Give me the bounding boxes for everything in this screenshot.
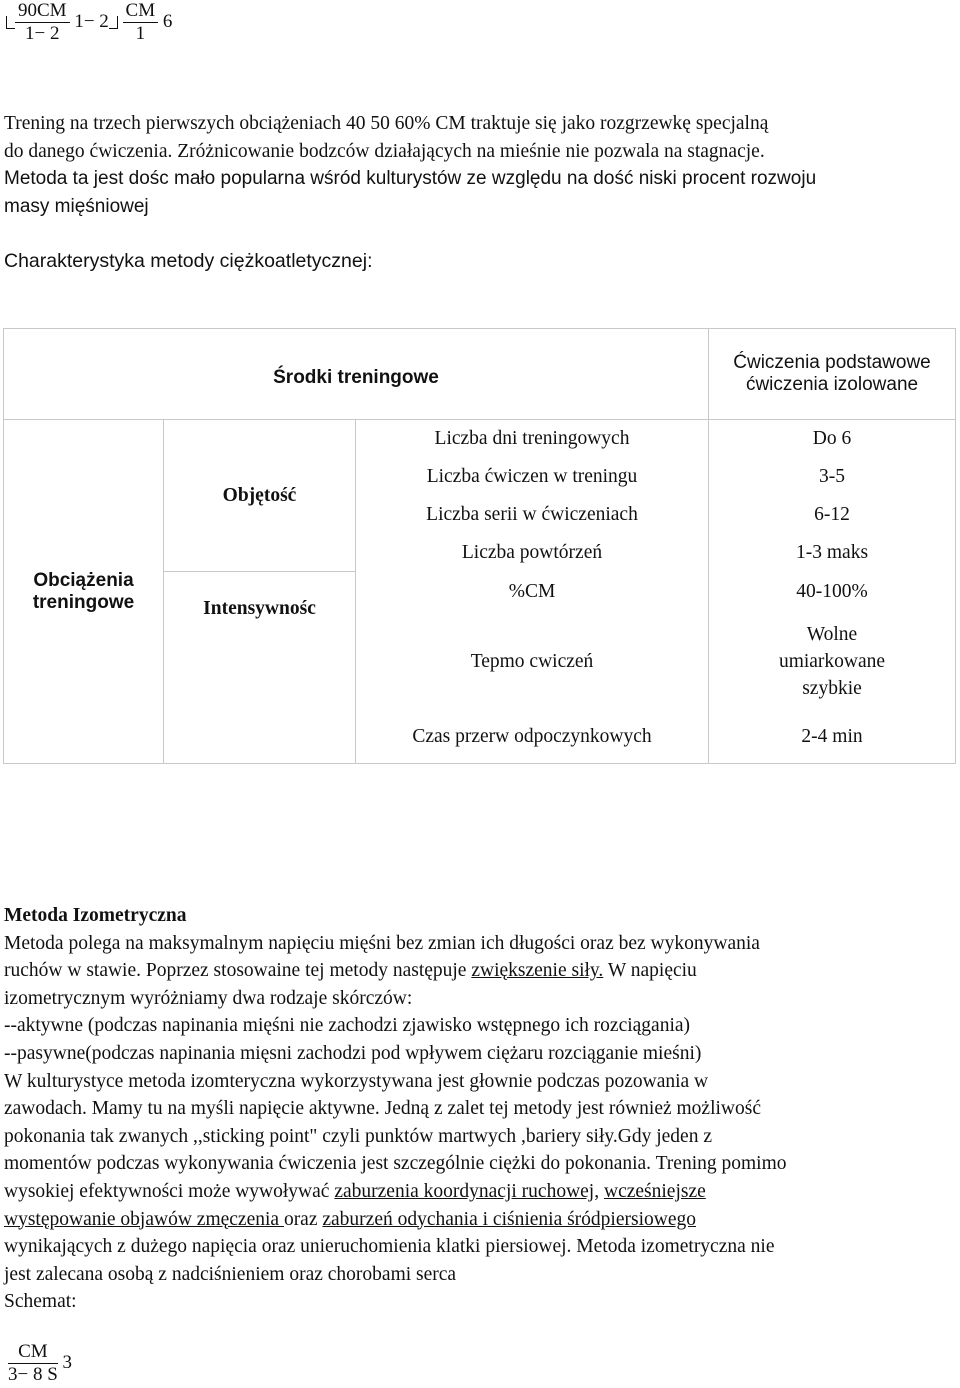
intensity-label: Intensywnośc xyxy=(203,598,316,619)
formula-middle: 1− 2 xyxy=(74,10,109,32)
formula-trailing: 6 xyxy=(162,10,173,32)
bottom-fraction xyxy=(8,1341,58,1386)
isometric-line-13: jest zalecana osobą z nadciśnieniem oraz chorobami serca xyxy=(4,1263,457,1285)
volume-cell xyxy=(164,420,356,572)
value-label: 1-3 maks xyxy=(796,541,869,563)
isometric-section xyxy=(4,902,958,1316)
param-label: Liczba serii w ćwiczeniach xyxy=(426,503,638,525)
isometric-line-11-underlined-1: występowanie objawów zmęczenia xyxy=(4,1208,284,1230)
table-row-value xyxy=(709,712,956,764)
isometric-line-10a: wysokiej efektywności może wywoływać xyxy=(4,1180,335,1202)
bottom-formula-trailing: 3 xyxy=(62,1351,73,1373)
characteristics-table xyxy=(3,328,956,764)
value-label: Do 6 xyxy=(812,427,852,449)
header-exercises-line-1: Ćwiczenia podstawowe xyxy=(733,352,931,373)
popularity-line-2: masy mięśniowej xyxy=(4,195,149,217)
bottom-fraction-numerator: CM xyxy=(8,1341,58,1364)
isometric-line-3: izometrycznym wyróżniamy dwa rodzaje skórczów: xyxy=(4,987,413,1009)
isometric-line-12: wynikających z dużego napięcia oraz unieruchomienia klatki piersiowej. Metoda izometryczna nie xyxy=(4,1236,775,1258)
volume-label: Objętość xyxy=(222,484,297,506)
bottom-fraction-denominator: 3− 8 S xyxy=(8,1364,58,1385)
isometric-line-2-underlined: zwiększenie siły. xyxy=(471,960,604,982)
isometric-line-6: W kulturystyce metoda izomteryczna wykorzystywana jest głownie podczas pozowania w xyxy=(4,1070,709,1092)
fraction-1-denominator: 1− 2 xyxy=(25,23,60,44)
intro-paragraph xyxy=(4,110,958,165)
value-label-line-3: szybkie xyxy=(802,678,862,699)
table-row-param xyxy=(356,572,709,612)
table-row-param xyxy=(356,458,709,496)
fraction-2 xyxy=(123,0,159,45)
bracket-left-decoration xyxy=(6,16,15,29)
table-row-param xyxy=(356,496,709,534)
isometric-line-10-underlined-1: zaburzenia koordynacji ruchowej xyxy=(334,1180,595,1202)
fraction-1 xyxy=(15,0,70,45)
section-heading: Charakterystyka metody ciężkoatletycznej: xyxy=(4,250,373,272)
isometric-line-7: zawodach. Mamy tu na myśli napięcie aktywne. Jedną z zalet tej metody jest również możliwość xyxy=(4,1098,761,1120)
isometric-line-11b: oraz xyxy=(283,1208,323,1230)
param-label: Liczba powtórzeń xyxy=(461,541,603,563)
param-label: Tepmo cwiczeń xyxy=(470,650,594,672)
value-label: 40-100% xyxy=(796,580,868,602)
table-row-value xyxy=(709,612,956,712)
isometric-line-8: pokonania tak zwanych ,,sticking point" czyli punktów martwych ,bariery siły.Gdy jeden z xyxy=(4,1125,712,1147)
table-row-param xyxy=(356,612,709,712)
isometric-line-4: --aktywne (podczas napinania mięśni nie zachodzi zjawisko wstępnego ich rozciągania) xyxy=(4,1015,691,1037)
header-exercises xyxy=(709,329,956,420)
row-group-training-loads xyxy=(4,420,164,764)
popularity-paragraph xyxy=(4,165,958,220)
isometric-line-11-underlined-2: zaburzeń odychania i ciśnienia śródpiersiowego xyxy=(322,1208,696,1230)
table-row-param xyxy=(356,534,709,572)
param-label: Czas przerw odpoczynkowych xyxy=(412,726,652,748)
header-training-means xyxy=(4,329,709,420)
isometric-line-10b: , xyxy=(594,1180,604,1202)
fraction-2-denominator: 1 xyxy=(135,23,146,44)
popularity-line-1: Metoda ta jest dośc mało popularna wśród kulturystów ze względu na dość niski procent rozwoju xyxy=(4,168,817,189)
param-label: Liczba ćwiczen w treningu xyxy=(426,465,638,487)
header-training-means-label: Środki treningowe xyxy=(273,367,439,388)
table-row-param xyxy=(356,420,709,458)
table-row-value xyxy=(709,572,956,612)
top-formula xyxy=(6,0,172,45)
table-row-param xyxy=(356,712,709,764)
value-label-line-1: Wolne xyxy=(806,624,858,645)
table-row-value xyxy=(709,458,956,496)
param-label: %CM xyxy=(508,580,556,602)
isometric-line-2b: W napięciu xyxy=(603,960,697,982)
fraction-1-numerator: 90CM xyxy=(15,0,70,23)
table-row-value xyxy=(709,534,956,572)
fraction-2-numerator: CM xyxy=(123,0,159,23)
intro-line-1: Trening na trzech pierwszych obciążeniach 40 50 60% CM traktuje się jako rozgrzewkę specjalną xyxy=(4,113,769,134)
value-label-line-2: umiarkowane xyxy=(778,651,886,672)
bottom-formula xyxy=(8,1341,72,1386)
intensity-cell xyxy=(164,572,356,764)
row-group-label: Obciążenia treningowe xyxy=(32,569,135,613)
value-label: 6-12 xyxy=(814,503,850,525)
value-label: 2-4 min xyxy=(801,726,863,748)
isometric-line-1: Metoda polega na maksymalnym napięciu mięśni bez zmian ich długości oraz bez wykonywania xyxy=(4,932,760,954)
table-row-value xyxy=(709,420,956,458)
header-exercises-line-2: ćwiczenia izolowane xyxy=(745,374,919,395)
isometric-line-5: --pasywne(podczas napinania mięsni zachodzi pod wpływem ciężaru rozciąganie mieśni) xyxy=(4,1042,702,1064)
schema-label: Schemat: xyxy=(4,1291,77,1313)
table-row-value xyxy=(709,496,956,534)
isometric-title: Metoda Izometryczna xyxy=(4,905,187,926)
isometric-line-2a: ruchów w stawie. Poprzez stosowaine tej metody następuje xyxy=(4,960,472,982)
isometric-line-10-underlined-2: wcześniejsze xyxy=(603,1180,706,1202)
intro-line-2: do danego ćwiczenia. Zróżnicowanie bodzców działających na mieśnie nie pozwala na stagnacje. xyxy=(4,140,765,162)
param-label: Liczba dni treningowych xyxy=(434,427,630,449)
isometric-line-9: momentów podczas wykonywania ćwiczenia jest szczególnie ciężki do pokonania. Trening pomimo xyxy=(4,1153,787,1175)
bracket-right-decoration xyxy=(109,16,118,29)
value-label: 3-5 xyxy=(819,465,846,487)
